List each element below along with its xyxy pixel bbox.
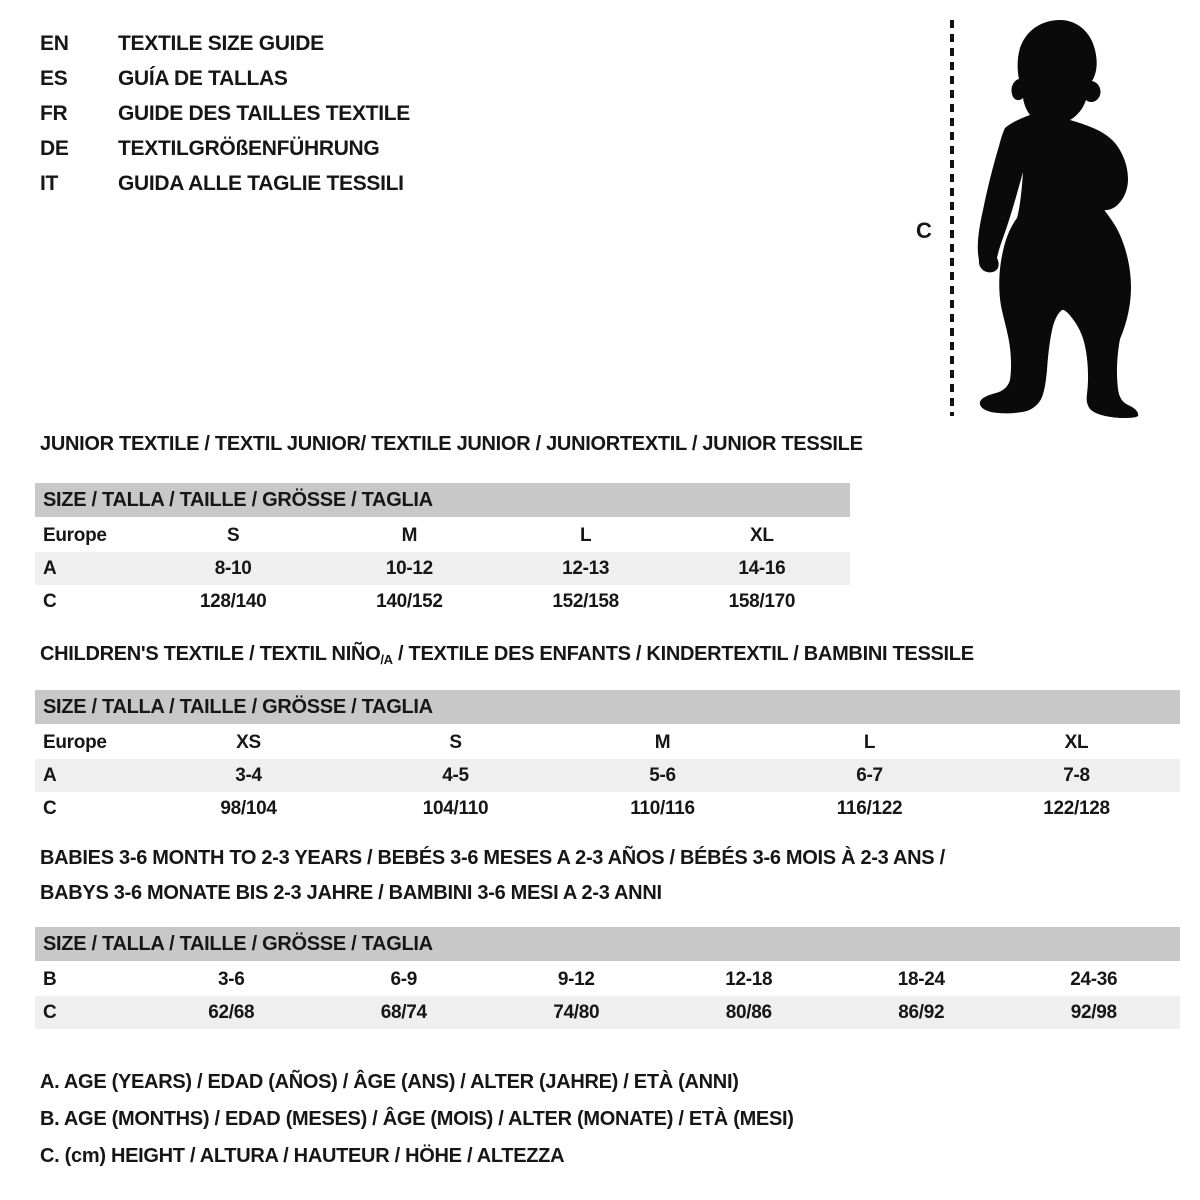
size-header-band: SIZE / TALLA / TAILLE / GRÖSSE / TAGLIA <box>35 927 1180 961</box>
table-cell: XL <box>1064 731 1089 753</box>
table-cell: 116/122 <box>836 797 903 819</box>
table-cell: 3-4 <box>235 764 262 786</box>
language-title: TEXTILE SIZE GUIDE <box>118 31 324 55</box>
table-cell: 18-24 <box>897 968 945 990</box>
table-row <box>35 585 850 618</box>
table-cell: 10-12 <box>385 557 433 579</box>
table-cell: S <box>449 731 462 753</box>
legend-line-a: A. AGE (YEARS) / EDAD (AÑOS) / ÂGE (ANS) / ALTER (JAHRE) / ETÀ (ANNI) <box>40 1071 739 1093</box>
table-cell: S <box>226 524 240 546</box>
table-cell: 4-5 <box>442 764 469 786</box>
children-title-subscript: /A <box>380 652 393 667</box>
language-title-list <box>40 26 410 201</box>
table-row <box>35 552 850 585</box>
language-row <box>40 61 410 96</box>
children-section-title <box>40 643 974 666</box>
table-cell: 140/152 <box>376 590 443 612</box>
table-cell: 128/140 <box>199 590 267 612</box>
table-cell: 110/116 <box>630 797 695 819</box>
junior-size-table <box>35 483 850 618</box>
table-row <box>35 792 1180 825</box>
babies-section-title-line1: BABIES 3-6 MONTH TO 2-3 YEARS / BEBÉS 3-6 MESES A 2-3 AÑOS / BÉBÉS 3-6 MOIS À 2-3 ANS / <box>40 847 945 869</box>
table-cell: 98/104 <box>220 797 277 819</box>
language-code: IT <box>40 171 59 195</box>
table-cell: M <box>401 524 418 546</box>
table-cell: 12-18 <box>725 968 773 990</box>
table-cell: 68/74 <box>380 1001 427 1023</box>
height-measure-label: C <box>916 218 932 243</box>
row-label: C <box>43 590 57 612</box>
row-label: C <box>43 1001 57 1023</box>
table-cell: 80/86 <box>725 1001 772 1023</box>
table-cell: M <box>654 731 671 753</box>
row-label: Europe <box>43 731 107 753</box>
table-cell: 8-10 <box>214 557 252 579</box>
table-cell: XL <box>750 524 774 546</box>
table-cell: 12-13 <box>562 557 610 579</box>
legend-line-b: B. AGE (MONTHS) / EDAD (MESES) / ÂGE (MOIS) / ALTER (MONATE) / ETÀ (MESI) <box>40 1108 794 1130</box>
language-title: TEXTILGRÖßENFÜHRUNG <box>118 136 380 160</box>
language-row <box>40 166 410 201</box>
table-cell: 104/110 <box>422 797 489 819</box>
table-row <box>35 759 1180 792</box>
legend-line-c: C. (cm) HEIGHT / ALTURA / HAUTEUR / HÖHE / ALTEZZA <box>40 1145 565 1167</box>
babies-size-table <box>35 927 1180 1029</box>
table-cell: 74/80 <box>553 1001 600 1023</box>
children-title-part1: CHILDREN'S TEXTILE / TEXTIL NIÑO <box>40 643 381 665</box>
language-row <box>40 131 410 166</box>
row-label: A <box>43 557 57 579</box>
table-cell: XS <box>236 731 261 753</box>
table-cell: 24-36 <box>1070 968 1118 990</box>
language-title: GUIDA ALLE TAGLIE TESSILI <box>118 171 404 195</box>
table-cell: 14-16 <box>738 557 786 579</box>
children-title-part2: / TEXTILE DES ENFANTS / KINDERTEXTIL / BAMBINI TESSILE <box>392 643 974 665</box>
language-title: GUIDE DES TAILLES TEXTILE <box>118 101 410 125</box>
table-row <box>35 519 850 552</box>
row-label: C <box>43 797 57 819</box>
table-cell: 92/98 <box>1070 1001 1117 1023</box>
row-label: Europe <box>43 524 107 546</box>
language-code: FR <box>40 101 68 125</box>
table-cell: 62/68 <box>208 1001 255 1023</box>
babies-section-title-line2: BABYS 3-6 MONATE BIS 2-3 JAHRE / BAMBINI 3-6 MESI A 2-3 ANNI <box>40 882 662 904</box>
children-size-table <box>35 690 1180 825</box>
table-cell: 7-8 <box>1063 764 1090 786</box>
language-code: ES <box>40 66 68 90</box>
size-header-band: SIZE / TALLA / TAILLE / GRÖSSE / TAGLIA <box>35 690 1180 724</box>
table-cell: 158/170 <box>728 590 796 612</box>
table-row <box>35 996 1180 1029</box>
language-row <box>40 26 410 61</box>
toddler-silhouette <box>978 20 1138 418</box>
table-cell: 9-12 <box>557 968 595 990</box>
junior-section-title: JUNIOR TEXTILE / TEXTIL JUNIOR/ TEXTILE JUNIOR / JUNIORTEXTIL / JUNIOR TESSILE <box>40 433 863 455</box>
row-label: B <box>43 968 57 990</box>
size-header-band: SIZE / TALLA / TAILLE / GRÖSSE / TAGLIA <box>35 483 850 517</box>
language-code: DE <box>40 136 69 160</box>
table-cell: 122/128 <box>1043 797 1110 819</box>
row-label: A <box>43 764 57 786</box>
table-cell: L <box>579 524 592 546</box>
table-cell: 152/158 <box>552 590 619 612</box>
measurement-legend <box>40 1064 794 1175</box>
table-cell: 6-9 <box>390 968 418 990</box>
language-code: EN <box>40 31 69 55</box>
language-title: GUÍA DE TALLAS <box>118 66 288 90</box>
toddler-silhouette-image <box>912 16 1148 420</box>
table-cell: 6-7 <box>856 764 883 786</box>
table-row <box>35 963 1180 996</box>
table-cell: 5-6 <box>649 764 676 786</box>
table-row <box>35 726 1180 759</box>
table-cell: L <box>863 731 876 753</box>
language-row <box>40 96 410 131</box>
table-cell: 3-6 <box>217 968 245 990</box>
table-cell: 86/92 <box>898 1001 945 1023</box>
